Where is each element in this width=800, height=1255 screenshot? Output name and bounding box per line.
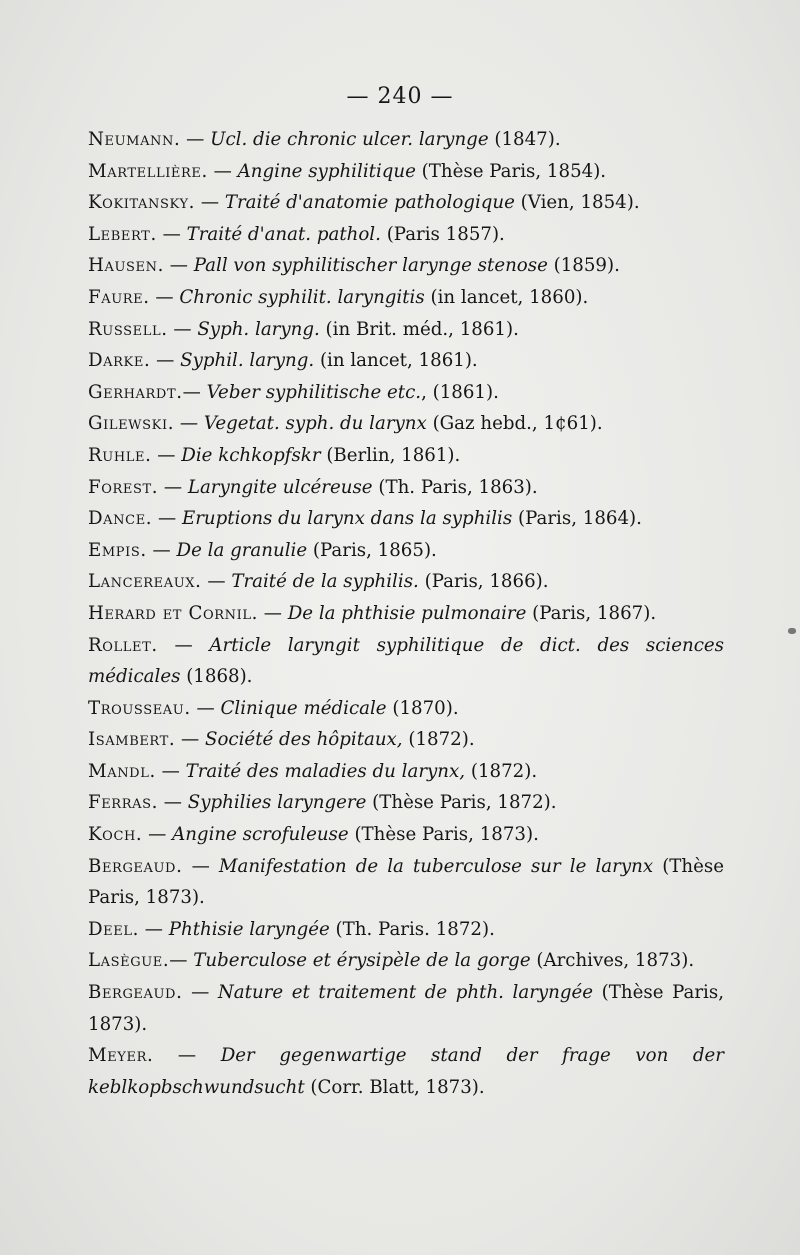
entry-separator: —	[163, 255, 194, 277]
entry-title: Syphilies laryngere	[187, 792, 367, 814]
entry-author: Russell.	[88, 318, 168, 340]
bibliography-entry	[88, 535, 724, 567]
entry-separator: —	[207, 160, 238, 182]
entry-author: Deel.	[88, 918, 139, 940]
entry-author: Bergeaud.	[88, 982, 183, 1004]
entry-separator: —	[153, 1045, 221, 1067]
entry-details: (Paris, 1867).	[526, 602, 657, 624]
entry-author: Bergeaud.	[88, 855, 183, 877]
entry-title: Eruptions du larynx dans la syphilis	[181, 508, 513, 530]
bibliography-entry	[88, 914, 724, 946]
entry-separator: —	[150, 350, 181, 372]
entry-details: (Thèse Paris, 1872).	[366, 792, 557, 814]
entry-separator: —	[151, 444, 182, 466]
entry-separator: —	[156, 223, 187, 245]
entry-details: (Thèse Paris, 1873).	[348, 824, 539, 846]
entry-details: (1872).	[465, 760, 538, 782]
entry-details: (Gaz hebd., 1¢61).	[426, 413, 603, 435]
entry-details: (in lancet, 1861).	[314, 350, 478, 372]
bibliography-entry	[88, 819, 724, 851]
entry-title: Veber syphilitische etc.	[206, 381, 422, 403]
entry-title: Vegetat. syph. du larynx	[203, 413, 427, 435]
entry-details: (Paris, 1866).	[418, 571, 549, 593]
bibliography-entry	[88, 566, 724, 598]
entry-author: Isambert.	[88, 729, 176, 751]
entry-details: (in Brit. méd., 1861).	[319, 318, 519, 340]
entry-details: (Vien, 1854).	[514, 192, 640, 214]
entry-details: (Th. Paris, 1863).	[372, 476, 538, 498]
entry-details: (in lancet, 1860).	[424, 286, 589, 308]
bibliography-entry	[88, 630, 724, 693]
entry-separator: —	[201, 571, 232, 593]
bibliography-entry	[88, 250, 724, 282]
entry-author: Gilewski.	[88, 413, 175, 435]
bibliography-entry	[88, 124, 724, 156]
entry-title: Syph. laryng.	[197, 318, 320, 340]
bibliography-entry	[88, 503, 724, 535]
entry-author: Mandl.	[88, 760, 156, 782]
entry-details: (Archives, 1873).	[530, 950, 695, 972]
entry-separator: —	[195, 192, 225, 214]
entry-details: (Paris 1857).	[380, 223, 505, 245]
entry-title: Phthisie laryngée	[168, 918, 330, 940]
entry-separator: —	[182, 855, 219, 877]
entry-separator: —	[182, 381, 207, 403]
entry-separator: —	[182, 982, 218, 1004]
entry-author: Lebert.	[88, 223, 157, 245]
entry-separator: —	[149, 286, 180, 308]
entry-separator: —	[175, 729, 206, 751]
entry-author: Gerhardt.	[88, 381, 183, 403]
bibliography-entry	[88, 219, 724, 251]
entry-title: Traité des maladies du larynx,	[185, 760, 466, 782]
bibliography-entry	[88, 408, 724, 440]
entry-title: De la phthisie pulmonaire	[287, 602, 527, 624]
page-number: — 240 —	[346, 84, 454, 109]
bibliography-entry	[88, 787, 724, 819]
bibliography-entry	[88, 345, 724, 377]
entry-author: Dance.	[88, 508, 153, 530]
bibliography-list	[88, 124, 724, 1103]
entry-title: Syphil. laryng.	[180, 350, 315, 372]
bibliography-entry	[88, 187, 724, 219]
entry-author: Martellière.	[88, 160, 208, 182]
entry-title: Clinique médicale	[220, 697, 387, 719]
entry-title: Chronic syphilit. laryngitis	[179, 286, 425, 308]
entry-author: Faure.	[88, 286, 150, 308]
entry-author: Forest.	[88, 476, 159, 498]
entry-separator: —	[180, 129, 211, 150]
entry-details: (1868).	[180, 666, 253, 688]
entry-title: Société des hôpitaux,	[205, 729, 403, 751]
bibliography-entry	[88, 156, 724, 188]
entry-title: Traité d'anat. pathol.	[186, 223, 381, 245]
entry-author: Herard et Cornil.	[88, 602, 258, 624]
bibliography-entry	[88, 377, 724, 409]
entry-details: (1859).	[547, 255, 620, 277]
bibliography-entry	[88, 598, 724, 630]
entry-details: (Th. Paris. 1872).	[329, 918, 495, 940]
bibliography-entry	[88, 977, 724, 1040]
entry-details: (Berlin, 1861).	[320, 444, 461, 466]
entry-details: (Paris, 1864).	[512, 508, 642, 530]
entry-details: (Paris, 1865).	[307, 539, 437, 561]
bibliography-entry	[88, 472, 724, 504]
entry-author: Kokitansky.	[88, 192, 196, 214]
entry-separator: —	[174, 413, 204, 435]
entry-title: Angine syphilitique	[237, 160, 416, 182]
entry-title: Tuberculose et érysipèle de la gorge	[193, 950, 531, 972]
entry-title: Laryngite ulcéreuse	[187, 476, 373, 498]
entry-separator: —	[158, 476, 188, 498]
entry-title: Manifestation de la tuberculose sur le larynx	[218, 855, 654, 877]
entry-author: Trousseau.	[88, 697, 191, 719]
entry-title: Traité d'anatomie pathologique	[224, 192, 515, 214]
bibliography-entry	[88, 724, 724, 756]
bibliography-entry	[88, 440, 724, 472]
ink-speck	[788, 628, 796, 634]
bibliography-entry	[88, 756, 724, 788]
entry-title: Nature et traitement de phth. laryngée	[217, 982, 594, 1004]
entry-title: Article laryngit syphilitique de dict. des sciences médicales	[88, 634, 724, 688]
bibliography-entry	[88, 945, 724, 977]
entry-author: Lancereaux.	[88, 571, 202, 593]
entry-separator: —	[152, 508, 182, 530]
entry-details: (Thèse Paris, 1873).	[88, 855, 724, 909]
entry-separator: —	[138, 918, 169, 940]
entry-separator: —	[190, 697, 221, 719]
entry-author: Rollet.	[88, 634, 158, 656]
entry-title: Angine scrofuleuse	[172, 824, 349, 846]
entry-author: Lasègue.	[88, 950, 170, 972]
bibliography-entry	[88, 314, 724, 346]
entry-title: De la granulie	[176, 539, 308, 561]
entry-details: (1847).	[488, 129, 561, 150]
entry-author: Empis.	[88, 539, 147, 561]
entry-author: Ruhle.	[88, 444, 152, 466]
entry-details: (1870).	[386, 697, 459, 719]
entry-separator: —	[169, 950, 194, 972]
entry-details: (1872).	[402, 729, 475, 751]
bibliography-entry	[88, 1040, 724, 1103]
entry-separator: —	[155, 760, 186, 782]
entry-details: (Thèse Paris, 1873).	[88, 982, 724, 1035]
entry-separator: —	[167, 318, 198, 340]
entry-title: Pall von syphilitischer larynge stenose	[193, 255, 548, 277]
bibliography-entry	[88, 282, 724, 314]
entry-separator: —	[146, 539, 177, 561]
entry-author: Neumann.	[88, 129, 181, 150]
entry-title: Traité de la syphilis.	[231, 571, 419, 593]
entry-author: Darke.	[88, 350, 151, 372]
entry-author: Ferras.	[88, 792, 158, 814]
entry-author: Meyer.	[88, 1045, 154, 1067]
entry-details: (Thèse Paris, 1854).	[415, 160, 607, 182]
entry-separator: —	[257, 602, 288, 624]
bibliography-entry	[88, 851, 724, 914]
entry-details: , (1861).	[421, 381, 499, 403]
entry-author: Koch.	[88, 824, 143, 846]
entry-author: Hausen.	[88, 255, 164, 277]
entry-separator: —	[157, 792, 188, 814]
entry-title: Der gegenwartige stand der frage von der keblkopbschwundsucht	[88, 1045, 724, 1098]
entry-details: (Corr. Blatt, 1873).	[304, 1076, 485, 1098]
entry-separator: —	[142, 824, 173, 846]
entry-title: Ucl. die chronic ulcer. larynge	[210, 129, 489, 150]
entry-title: Die kchkopfskr	[181, 444, 321, 466]
bibliography-entry	[88, 693, 724, 725]
entry-separator: —	[157, 634, 210, 656]
